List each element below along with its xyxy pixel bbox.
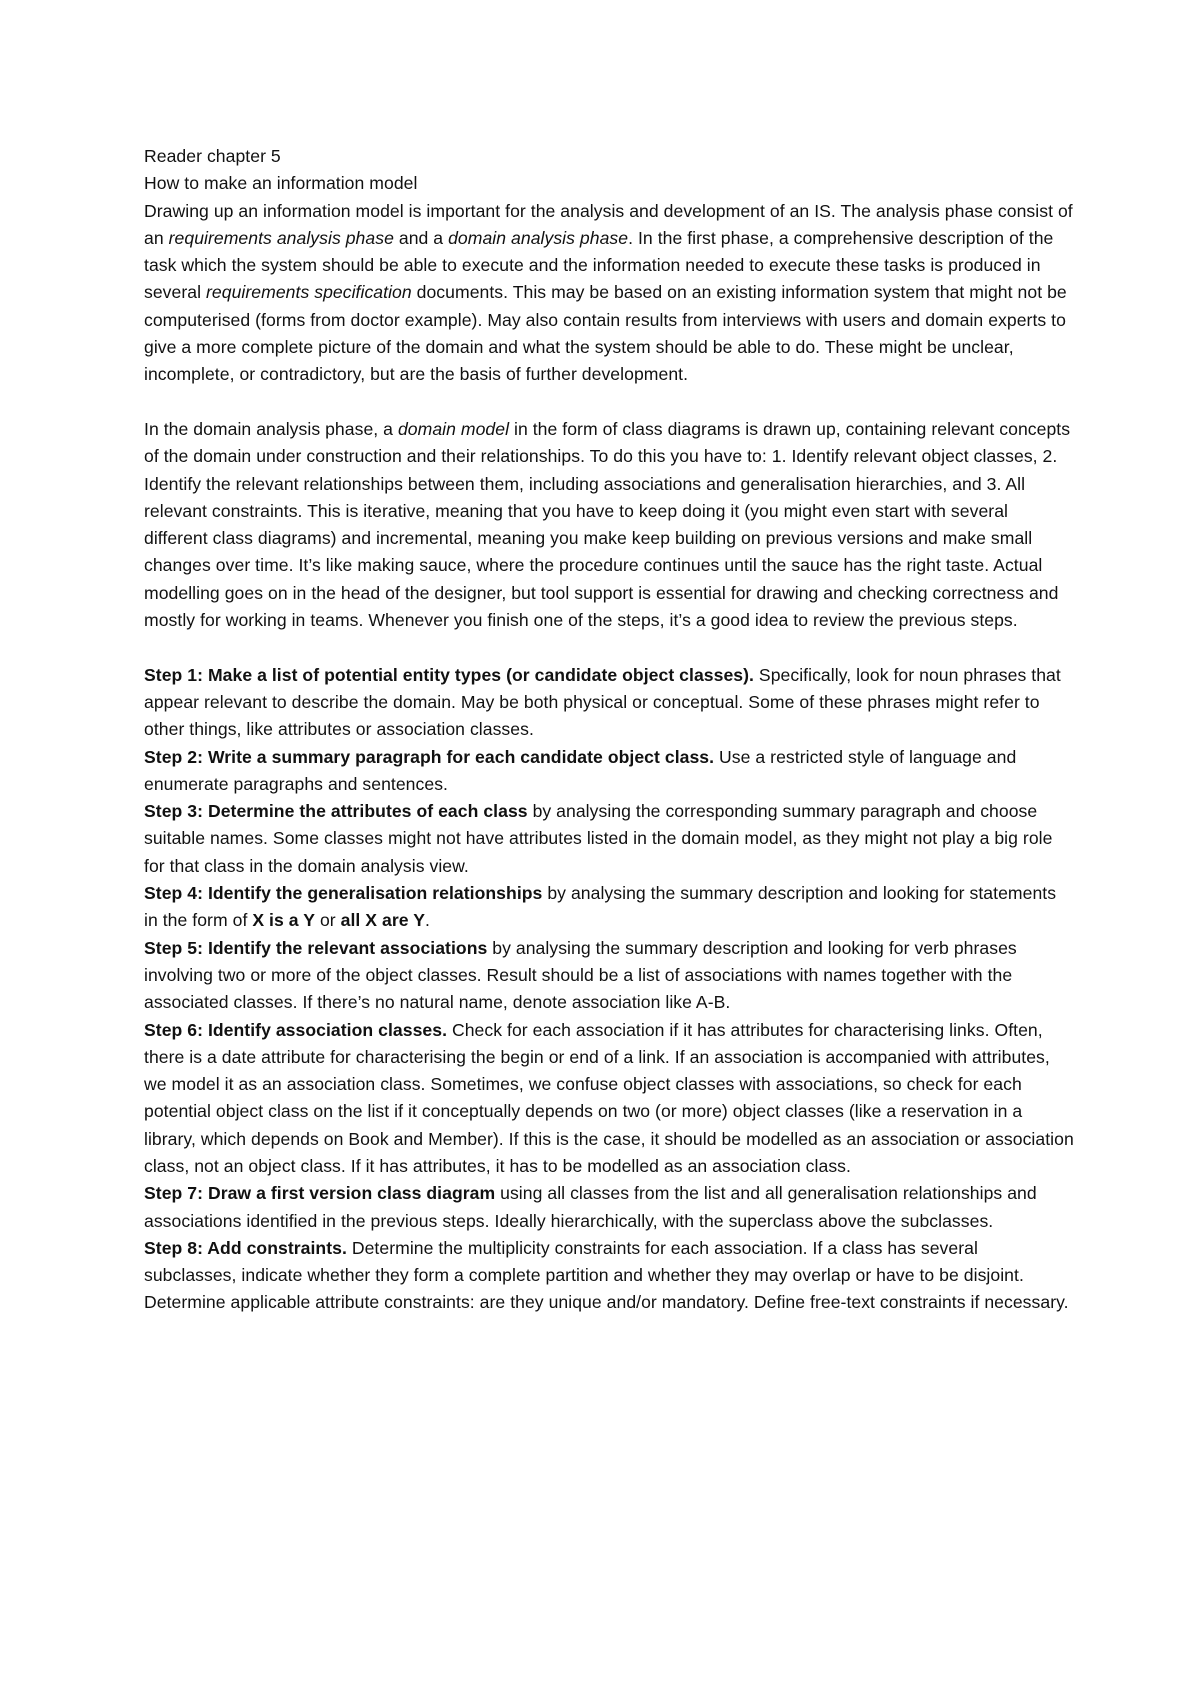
step-2-text: Use a restricted style of language and enumerate paragraphs and sentences. [144, 746, 1017, 794]
step-8-text: Determine the multiplicity constraints for each association. If a class has several subclasses, indicate whether they form a complete partition and whether they may overlap or have to be disjoint. Determine applicable attribute constraints: are they unique and/or mandatory. Define free-text constraints if necessary. [144, 1237, 1069, 1313]
step-3-heading: Step 3: Determine the attributes of each class [144, 801, 528, 822]
document-body [144, 143, 1074, 1317]
step-4-heading: Step 4: Identify the generalisation relationships [144, 883, 543, 904]
step-3 [144, 798, 1074, 880]
intro-text-1: Drawing up an information model is important for the analysis and development of an IS. The analysis phase consist of an [144, 200, 1073, 248]
step-5 [144, 935, 1074, 1017]
paragraph-spacer [144, 634, 1074, 661]
step-6-text: Check for each association if it has attributes for characterising links. Often, there is a date attribute for characterising the begin or end of a link. If an association is accompanied with attributes, we model it as an association class. Sometimes, we confuse object classes with associations, so check for each potential object class on the list if it conceptually depends on two (or more) object classes (like a reservation in a library, which depends on Book and Member). If this is the case, it should be modelled as an association or association class, not an object class. If it has attributes, it has to be modelled as an association class. [144, 1019, 1074, 1176]
domain-text-1: In the domain analysis phase, a [144, 418, 398, 439]
domain-phase-paragraph [144, 416, 1074, 634]
step-7 [144, 1180, 1074, 1235]
step-6 [144, 1017, 1074, 1181]
step-5-heading: Step 5: Identify the relevant associations [144, 937, 488, 958]
step-4-bold-3: all X are Y [340, 910, 425, 931]
document-title: Reader chapter 5 [144, 146, 281, 166]
intro-text-4: documents. This may be based on an existing information system that might not be computerised (forms from doctor example). May also contain results from interviews with users and domain experts to give a more complete picture of the domain and what the system should be able to do. These might be unclear, incomplete, or contradictory, but are the basis of further development. [144, 282, 1067, 385]
step-3-text: by analysing the corresponding summary paragraph and choose suitable names. Some classes might not have attributes listed in the domain model, as they might not play a big role for that class in the domain analysis view. [144, 801, 1053, 876]
step-2-heading: Step 2: Write a summary paragraph for each candidate object class. [144, 746, 715, 767]
intro-emphasis-3: requirements specification [206, 282, 412, 303]
intro-text-3: . In the first phase, a comprehensive description of the task which the system should be able to execute and the information needed to execute these tasks is produced in several [144, 227, 1054, 303]
step-7-text: using all classes from the list and all generalisation relationships and associations identified in the previous steps. Ideally hierarchically, with the superclass above the subclasses. [144, 1183, 1037, 1231]
step-7-heading: Step 7: Draw a first version class diagram [144, 1183, 496, 1204]
intro-text-2: and a [393, 227, 449, 248]
step-1-heading: Step 1: Make a list of potential entity types (or candidate object classes). [144, 664, 754, 685]
step-1 [144, 662, 1074, 744]
step-6-heading: Step 6: Identify association classes. [144, 1019, 448, 1040]
step-8 [144, 1235, 1074, 1317]
domain-emphasis-1: domain model [397, 418, 510, 439]
intro-paragraph [144, 198, 1074, 389]
domain-text-2: in the form of class diagrams is drawn up, containing relevant concepts of the domain under construction and their relationships. To do this you have to: 1. Identify relevant object classes, 2. Identify the relevant relationships between them, including associations and generalisation hierarchies, and 3. All relevant constraints. This is iterative, meaning that you have to keep doing it (you might even start with several different class diagrams) and incremental, meaning you make keep building on previous versions and make small changes over time. It’s like making sauce, where the procedure continues until the sauce has the right taste. Actual modelling goes on in the head of the designer, but tool support is essential for drawing and checking correctness and mostly for working in teams. Whenever you finish one of the steps, it’s a good idea to review the previous steps. [144, 418, 1071, 631]
intro-emphasis-2: domain analysis phase [448, 227, 629, 248]
document-subtitle: How to make an information model [144, 173, 418, 194]
step-4-bold-2: X is a Y [252, 910, 316, 931]
paragraph-spacer [144, 389, 1074, 416]
step-4 [144, 880, 1074, 935]
intro-emphasis-1: requirements analysis phase [168, 227, 394, 248]
step-4-text-1: by analysing the summary description and looking for statements in the form of [144, 883, 1057, 931]
step-4-text-2: or [315, 910, 341, 931]
step-4-text-3: . [424, 910, 430, 931]
step-8-heading: Step 8: Add constraints. [144, 1237, 347, 1258]
step-2 [144, 744, 1074, 799]
step-5-text: by analysing the summary description and looking for verb phrases involving two or more of the object classes. Result should be a list of associations with names together with the associated classes. If there’s no natural name, denote association like A-B. [144, 937, 1017, 1013]
step-1-text: Specifically, look for noun phrases that appear relevant to describe the domain. May be both physical or conceptual. Some of these phrases might refer to other things, like attributes or association classes. [144, 664, 1061, 740]
